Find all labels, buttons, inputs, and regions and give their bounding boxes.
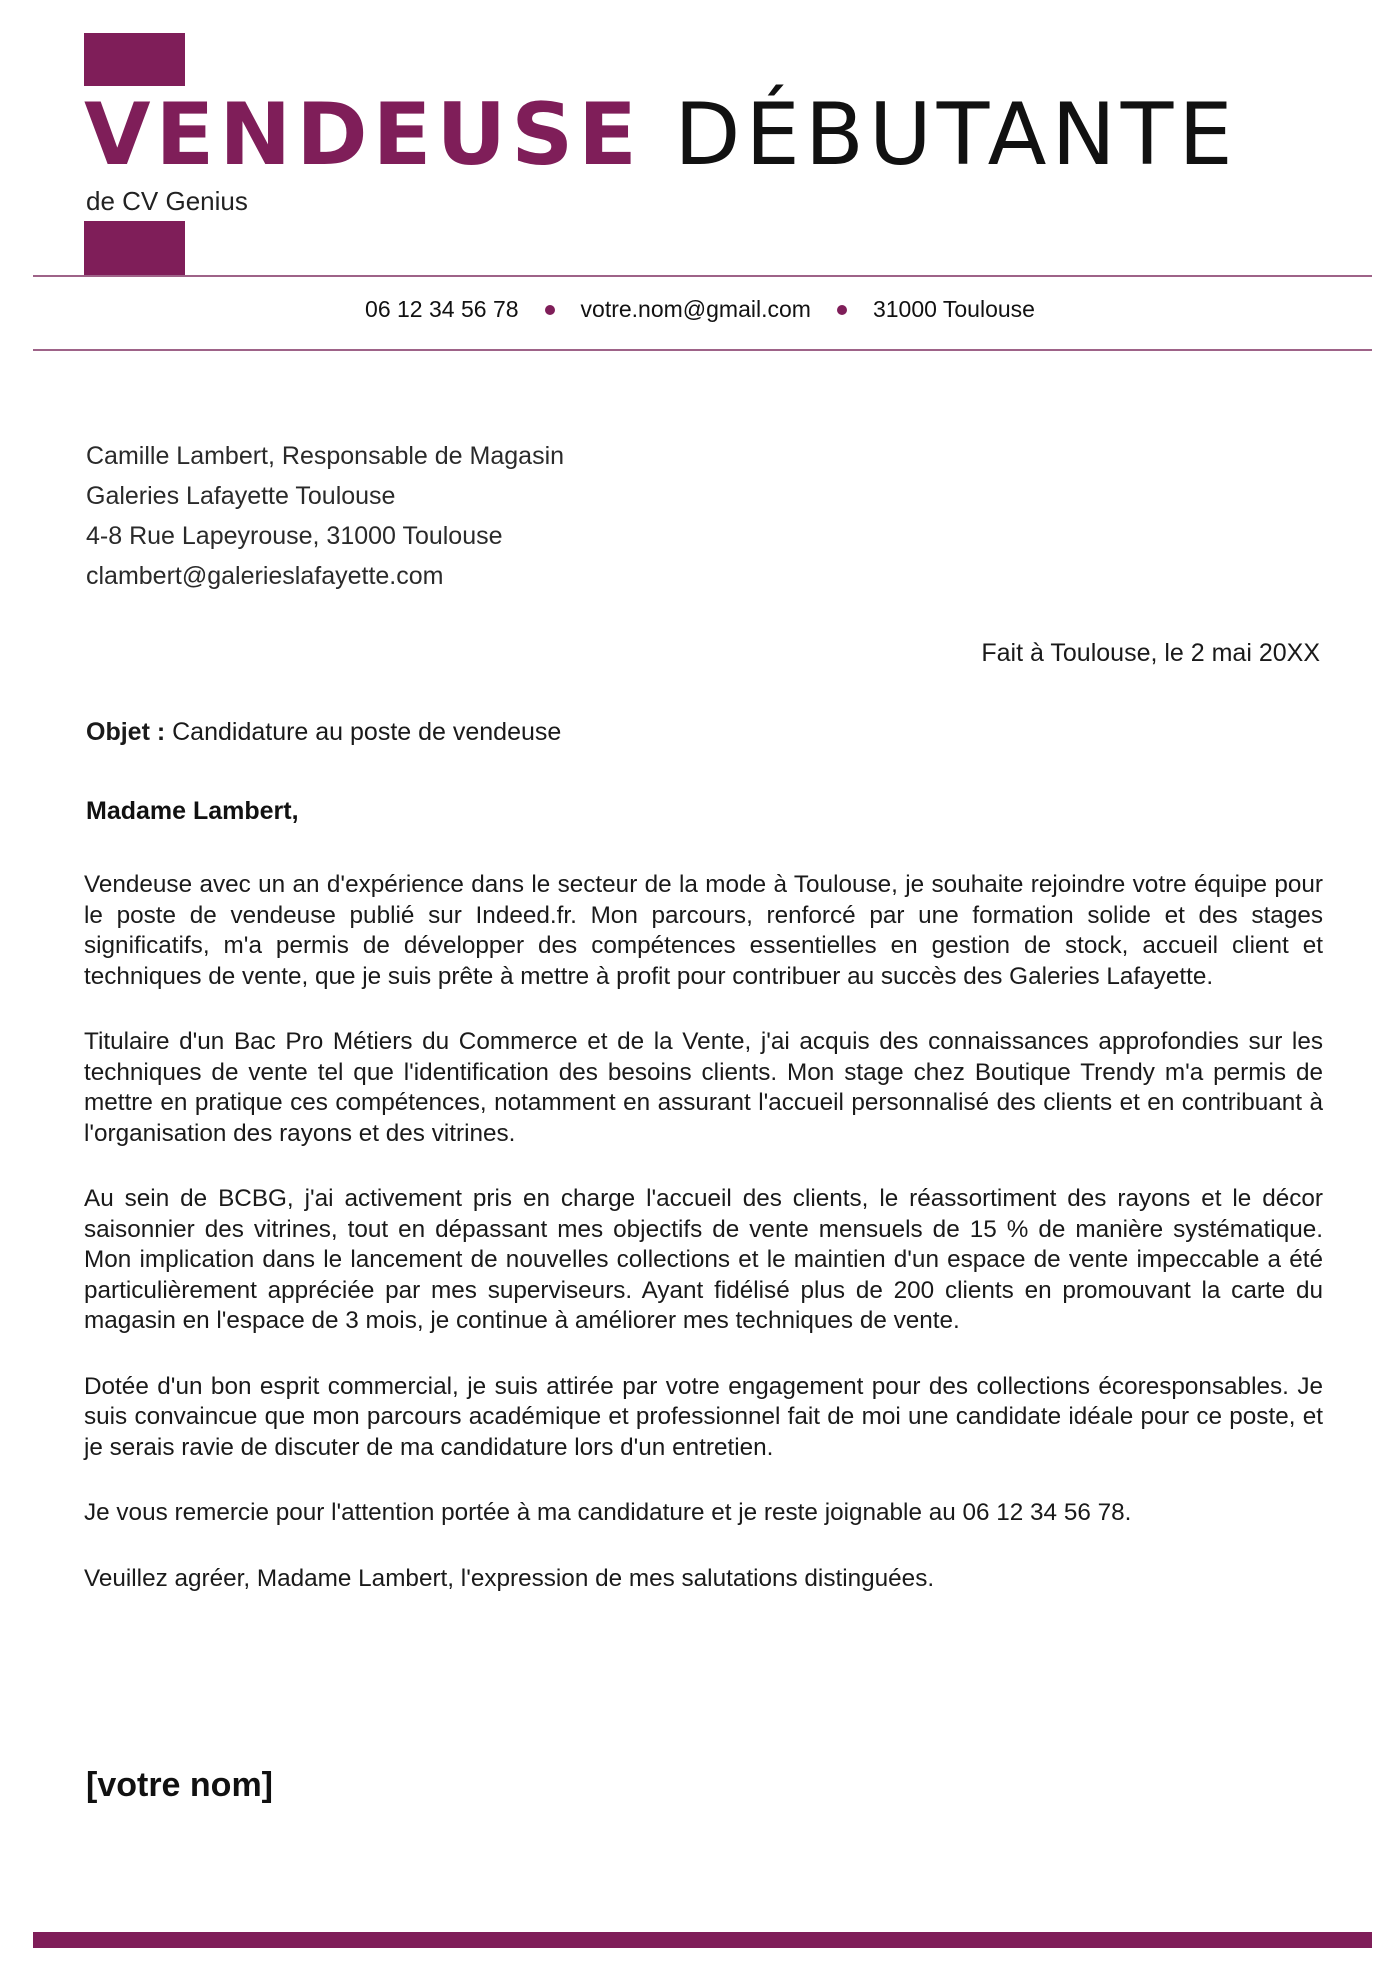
contact-top-divider <box>33 275 1372 277</box>
footer-accent-bar <box>33 1932 1372 1948</box>
body-paragraph: Vendeuse avec un an d'expérience dans le secteur de la mode à Toulouse, je souhaite rejoindre votre équipe pour le poste de vendeuse publié sur Indeed.fr. Mon parcours, renforcé par une formation solide et des stages significatifs, m'a permis de développer des compétences essentielles en gestion de stock, accueil client et techniques de vente, que je suis prête à mettre à profit pour contribuer au succès des Galeries Lafayette. <box>84 871 1323 990</box>
recipient-address: 4-8 Rue Lapeyrouse, 31000 Toulouse <box>86 522 503 550</box>
bullet-icon <box>837 305 847 315</box>
recipient-block <box>86 436 564 596</box>
body-paragraph: Je vous remercie pour l'attention portée à ma candidature et je reste joignable au 06 12 34 56 78. <box>84 1499 1132 1526</box>
letter-subject <box>86 718 561 747</box>
body-paragraph: Veuillez agréer, Madame Lambert, l'expression de mes salutations distinguées. <box>84 1564 935 1592</box>
body-paragraph: Au sein de BCBG, j'ai activement pris en charge l'accueil des clients, le réassortiment des rayons et le décor saisonnier des vitrines, tout en dépassant mes objectifs de vente mensuels de 15 % de manière systématique. Mon implication dans le lancement de nouvelles collections et le maintien d'un espace de vente impeccable a été particulièrement appréciée par mes superviseurs. Ayant fidélisé plus de 200 clients en promouvant la carte du magasin en l'espace de 3 mois, je continue à améliorer mes techniques de vente. <box>84 1185 1323 1334</box>
body-paragraph: Titulaire d'un Bac Pro Métiers du Commerce et de la Vente, j'ai acquis des connaissances approfondies sur les techniques de vente tel que l'identification des besoins clients. Mon stage chez Boutique Trendy m'a permis de mettre en pratique ces compétences, notamment en assurant l'accueil personnalisé des clients et en contribuant à l'organisation des rayons et des vitrines. <box>84 1028 1323 1147</box>
page-title <box>84 85 1238 185</box>
recipient-email: clambert@galerieslafayette.com <box>86 562 444 590</box>
recipient-name-role: Camille Lambert, Responsable de Magasin <box>86 442 565 470</box>
contact-email: votre.nom@gmail.com <box>580 296 811 322</box>
subject-text: Candidature au poste de vendeuse <box>165 718 562 746</box>
letter-salutation: Madame Lambert, <box>86 797 299 825</box>
signature: [votre nom] <box>86 1766 273 1804</box>
contact-location: 31000 Toulouse <box>872 296 1035 322</box>
contact-bottom-divider <box>33 349 1372 351</box>
title-strong: VENDEUSE <box>84 85 642 185</box>
contact-phone: 06 12 34 56 78 <box>365 296 519 322</box>
subject-label: Objet : <box>86 718 166 746</box>
letter-body <box>84 870 1323 1629</box>
bullet-icon <box>545 305 555 315</box>
letter-date: Fait à Toulouse, le 2 mai 20XX <box>981 639 1320 667</box>
title-light: DÉBUTANTE <box>674 85 1238 185</box>
header-accent-block-bottom <box>84 221 185 275</box>
header-accent-block-top <box>84 33 185 86</box>
recipient-company: Galeries Lafayette Toulouse <box>86 482 396 510</box>
page-subtitle: de CV Genius <box>86 186 248 216</box>
body-paragraph: Dotée d'un bon esprit commercial, je suis attirée par votre engagement pour des collections écoresponsables. Je suis convaincue que mon parcours académique et professionnel fait de moi une candidate idéale pour ce poste, et je serais ravie de discuter de ma candidature lors d'un entretien. <box>84 1372 1323 1461</box>
contact-bar <box>0 296 1400 323</box>
